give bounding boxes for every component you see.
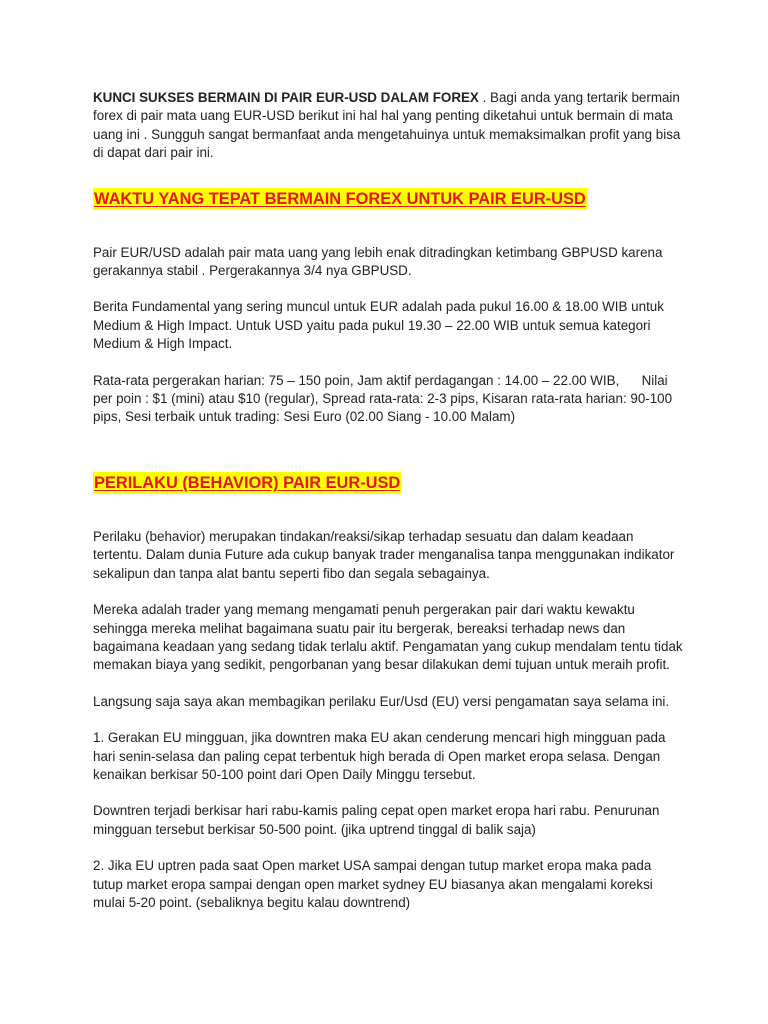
section1-paragraph-2: Berita Fundamental yang sering muncul untuk EUR adalah pada pukul 16.00 & 18.00 WIB untuk Medium & High Impact. Untuk USD yaitu pada pukul 19.30 – 22.00 WIB untuk semua kategori Medium & High Impact. — [93, 299, 664, 352]
section1-heading-wrap — [93, 188, 683, 210]
section1-heading: WAKTU YANG TEPAT BERMAIN FOREX UNTUK PAIR EUR-USD — [94, 189, 586, 208]
section2-paragraph-5: Downtren terjadi berkisar hari rabu-kamis paling cepat open market eropa hari rabu. Penurunan mingguan tersebut berkisar 50-500 point. (jika uptrend tinggal di balik saja) — [93, 803, 660, 837]
section2-paragraph-2: Mereka adalah trader yang memang mengamati penuh pergerakan pair dari waktu kewaktu sehingga mereka melihat bagaimana suatu pair itu bergerak, bereaksi terhadap news dan bagaimana keadaan yang sedang tidak terlalu aktif. Pengamatan yang cukup mendalam tentu tidak memakan biaya yang sedikit, pengorbanan yang besar dilakukan demi tujuan untuk meraih profit. — [93, 602, 683, 673]
section2-paragraph-3: Langsung saja saya akan membagikan perilaku Eur/Usd (EU) versi pengamatan saya selama ini. — [93, 693, 670, 709]
intro-bold-title: KUNCI SUKSES BERMAIN DI PAIR EUR-USD DALAM FOREX — [93, 90, 479, 105]
intro-text: . Bagi anda yang tertarik bermain forex di pair mata uang EUR-USD berikut ini hal hal yang penting diketahui untuk bermain di mata uang ini . Sungguh sangat bermanfaat anda mengetahuinya untuk memaksimalkan profit yang bisa di dapat dari pair ini. — [93, 90, 681, 161]
intro-paragraph — [93, 89, 683, 163]
section1-paragraph-1: Pair EUR/USD adalah pair mata uang yang lebih enak ditradingkan ketimbang GBPUSD karena gerakannya stabil . Pergerakannya 3/4 nya GBPUSD. — [93, 244, 663, 279]
section2-heading-wrap — [93, 472, 683, 494]
section2-paragraph-1: Perilaku (behavior) merupakan tindakan/reaksi/sikap terhadap sesuatu dan dalam keadaan tertentu. Dalam dunia Future ada cukup banyak trader menganalisa tanpa menggunakan indikator sekalipun dan tanpa alat bantu seperti fibo dan segala sebagainya. — [93, 528, 675, 581]
document-content — [93, 89, 683, 912]
section2-paragraph-4: 1. Gerakan EU mingguan, jika downtren maka EU akan cenderung mencari high mingguan pada hari senin-selasa dan paling cepat terbentuk high berada di Open market eropa selasa. Dengan kenaikan berkisar 50-100 point dari Open Daily Minggu tersebut. — [93, 730, 666, 782]
section1-paragraph-3: Rata-rata pergerakan harian: 75 – 150 poin, Jam aktif perdagangan : 14.00 – 22.00 WIB, Nilai per poin : $1 (mini) atau $10 (regular), Spread rata-rata: 2-3 pips, Kisaran rata-rata harian: 90-100 pips, Sesi terbaik untuk trading: Sesi Euro (02.00 Siang - 10.00 Malam) — [93, 372, 676, 425]
section2-paragraph-6: 2. Jika EU uptren pada saat Open market USA sampai dengan tutup market eropa maka pada tutup market eropa sampai dengan open market sydney EU biasanya akan mengalami koreksi mulai 5-20 point. (sebaliknya begitu kalau downtrend) — [93, 858, 653, 910]
section2-heading: PERILAKU (BEHAVIOR) PAIR EUR-USD — [94, 473, 401, 492]
